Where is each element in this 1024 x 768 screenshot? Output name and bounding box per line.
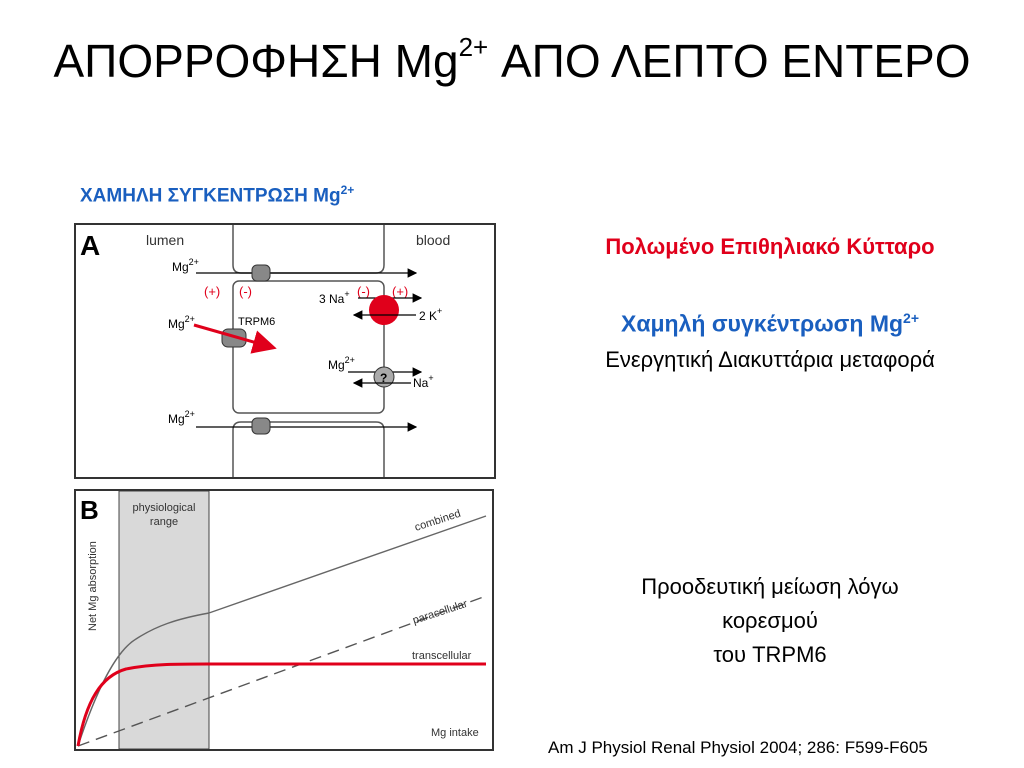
tight-junction-top (252, 265, 270, 281)
minus-marker-left: (-) (239, 284, 252, 299)
panel-b-letter: B (80, 495, 99, 525)
mg-label-trpm6: $Mg^{2+}$ (168, 314, 195, 331)
page-title: ΑΠΟΡΡΟΦΗΣΗ $Mg^{2+}$ ΑΠΟ ΛΕΠΤΟ ΕΝΤΕΡΟ (53, 32, 971, 87)
transcellular-label: transcellular (412, 650, 472, 662)
low-concentration-text: Χαμηλή συγκέντρωση $Mg^{2+}$ (620, 310, 919, 337)
mg-label-exchanger: $Mg^{2+}$ (328, 355, 355, 372)
blood-label: blood (416, 232, 451, 248)
plus-marker-right: (+) (392, 284, 409, 299)
polarized-cell-title: Πολωμένο Επιθηλιακό Κύτταρο (605, 234, 935, 259)
saturation-line-2: κορεσμού (722, 608, 818, 633)
panel-a-transport-diagram (74, 223, 496, 479)
trpm6-label: TRPM6 (238, 316, 276, 328)
mg-label-bottom: $Mg^{2+}$ (168, 409, 195, 426)
saturation-line-3: του TRPM6 (713, 642, 827, 667)
panel-a-letter: A (80, 230, 101, 261)
tight-junction-bottom (252, 418, 270, 434)
mg-label-top: $Mg^{2+}$ (172, 257, 199, 274)
exchanger-question: ? (380, 371, 388, 385)
citation: Am J Physiol Renal Physiol 2004; 286: F599-F605 (548, 738, 928, 757)
lumen-label: lumen (146, 232, 185, 248)
y-axis-label: Net Mg absorption (87, 541, 99, 631)
k2-label: 2 K+ (419, 306, 443, 323)
range-label-line1: physiological (132, 502, 196, 514)
x-axis-label: Mg intake (431, 727, 479, 739)
paracellular-label: paracellular (411, 597, 470, 627)
minus-marker-right: (-) (357, 284, 370, 299)
na-k-pump (369, 295, 399, 325)
panel-b-absorption-plot (74, 489, 494, 751)
range-label-line2: range (149, 516, 179, 528)
plus-marker-left: (+) (204, 284, 221, 299)
na-label: Na+ (413, 373, 434, 390)
low-concentration-heading: ΧΑΜΗΛΗ ΣΥΓΚΕΝΤΡΩΣΗ $Mg^{2+}$ (80, 183, 355, 207)
saturation-note (560, 570, 980, 672)
epithelial-cell (233, 281, 384, 413)
na3-label: 3 Na+ (319, 289, 350, 306)
saturation-line-1: Προοδευτική μείωση λόγω (641, 574, 899, 599)
active-transport-text: Ενεργητική Διακυττάρια μεταφορά (605, 347, 935, 372)
combined-label: combined (413, 507, 463, 534)
physiological-range-band (119, 491, 209, 749)
